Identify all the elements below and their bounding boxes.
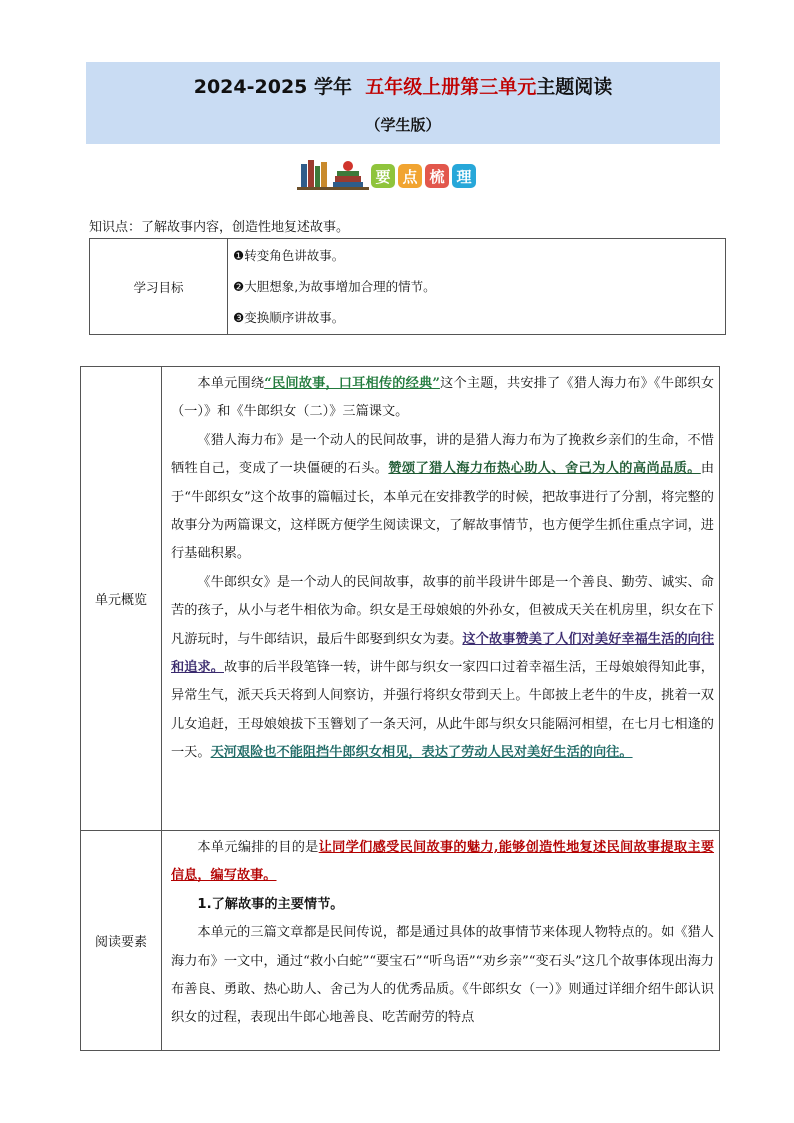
title-topic: 主题阅读 bbox=[536, 76, 613, 98]
knowledge-point: 知识点：了解故事内容，创造性地复述故事。 bbox=[89, 220, 350, 235]
goal-item: ❷大胆想象,为故事增加合理的情节。 bbox=[233, 279, 436, 294]
goal-item: ❸变换顺序讲故事。 bbox=[233, 310, 345, 325]
books-icon bbox=[297, 156, 369, 190]
tile-2: 点 bbox=[398, 164, 422, 188]
overview-paragraph-2: 《猎人海力布》是一个动人的民间故事，讲的是猎人海力布为了挽救乡亲们的生命，不惜牺牲自己，变成了一块僵硬的石头。赞颂了猎人海力布热心助人、舍己为人的高尚品质。由于“牛郎织女”这个故事的篇幅过长，本单元在安排教学的时候，把故事进行了分割，将完整的故事分为两篇课文，这样既方便学生阅读课文，了解故事情节，也方便学生抓住重点字词，进行基础积累。 bbox=[171, 432, 714, 562]
goals-label: 学习目标 bbox=[90, 239, 228, 335]
key-points-tiles bbox=[371, 164, 476, 188]
key-points-banner bbox=[297, 154, 476, 190]
goals-list bbox=[228, 239, 726, 335]
page-subtitle: （学生版） bbox=[365, 116, 441, 134]
tile-3: 梳 bbox=[425, 164, 449, 188]
overview-paragraph-1: 本单元围绕“民间故事，口耳相传的经典”这个主题，共安排了《猎人海力布》《牛郎织女（一）》和《牛郎织女（二）》三篇课文。 bbox=[171, 376, 715, 420]
tile-4: 理 bbox=[452, 164, 476, 188]
reading-heading: 1.了解故事的主要情节。 bbox=[197, 896, 344, 912]
tile-1: 要 bbox=[371, 164, 395, 188]
learning-goals-table bbox=[89, 238, 726, 335]
reading-cell bbox=[162, 831, 720, 1051]
header-banner bbox=[86, 62, 720, 144]
overview-cell bbox=[162, 367, 720, 831]
overview-paragraph-3: 《牛郎织女》是一个动人的民间故事，故事的前半段讲牛郎是一个善良、勤劳、诚实、命苦的孩子，从小与老牛相依为命。织女是王母娘娘的外孙女，但被成天关在机房里，织女在下凡游玩时，与牛郎结识，最后牛郎娶到织女为妻。这个故事赞美了人们对美好幸福生活的向往和追求。故事的后半段笔锋一转，讲牛郎与织女一家四口过着幸福生活，王母娘娘得知此事，异常生气，派天兵天将到人间察访，并强行将织女带到天上。牛郎披上老牛的牛皮，挑着一双儿女追赶，王母娘娘拔下玉簪划了一条天河，从此牛郎与织女只能隔河相望，在七月七相逢的一天。天河艰险也不能阻挡牛郎织女相见，表达了劳动人民对美好生活的向往。 bbox=[171, 574, 715, 761]
reading-label: 阅读要素 bbox=[81, 831, 162, 1051]
unit-table bbox=[80, 366, 720, 1051]
title-grade: 五年级上册第三单元 bbox=[365, 76, 537, 98]
reading-paragraph-1: 本单元编排的目的是让同学们感受民间故事的魅力,能够创造性地复述民间故事提取主要信息，编写故事。 bbox=[171, 840, 715, 884]
overview-label: 单元概览 bbox=[81, 367, 162, 831]
page-title bbox=[86, 72, 720, 99]
reading-paragraph-2: 本单元的三篇文章都是民间传说，都是通过具体的故事情节来体现人物特点的。如《猎人海力布》一文中，通过“救小白蛇”“要宝石”“听鸟语”“劝乡亲”“变石头”这几个故事体现出海力布善良、勇敢、热心助人、舍己为人的优秀品质。《牛郎织女（一）》则通过详细介绍牛郎认识织女的过程，表现出牛郎心地善良、吃苦耐劳的特点 bbox=[171, 925, 714, 1026]
goal-item: ❶转变角色讲故事。 bbox=[233, 248, 345, 263]
title-year: 2024-2025 学年 bbox=[193, 76, 352, 98]
